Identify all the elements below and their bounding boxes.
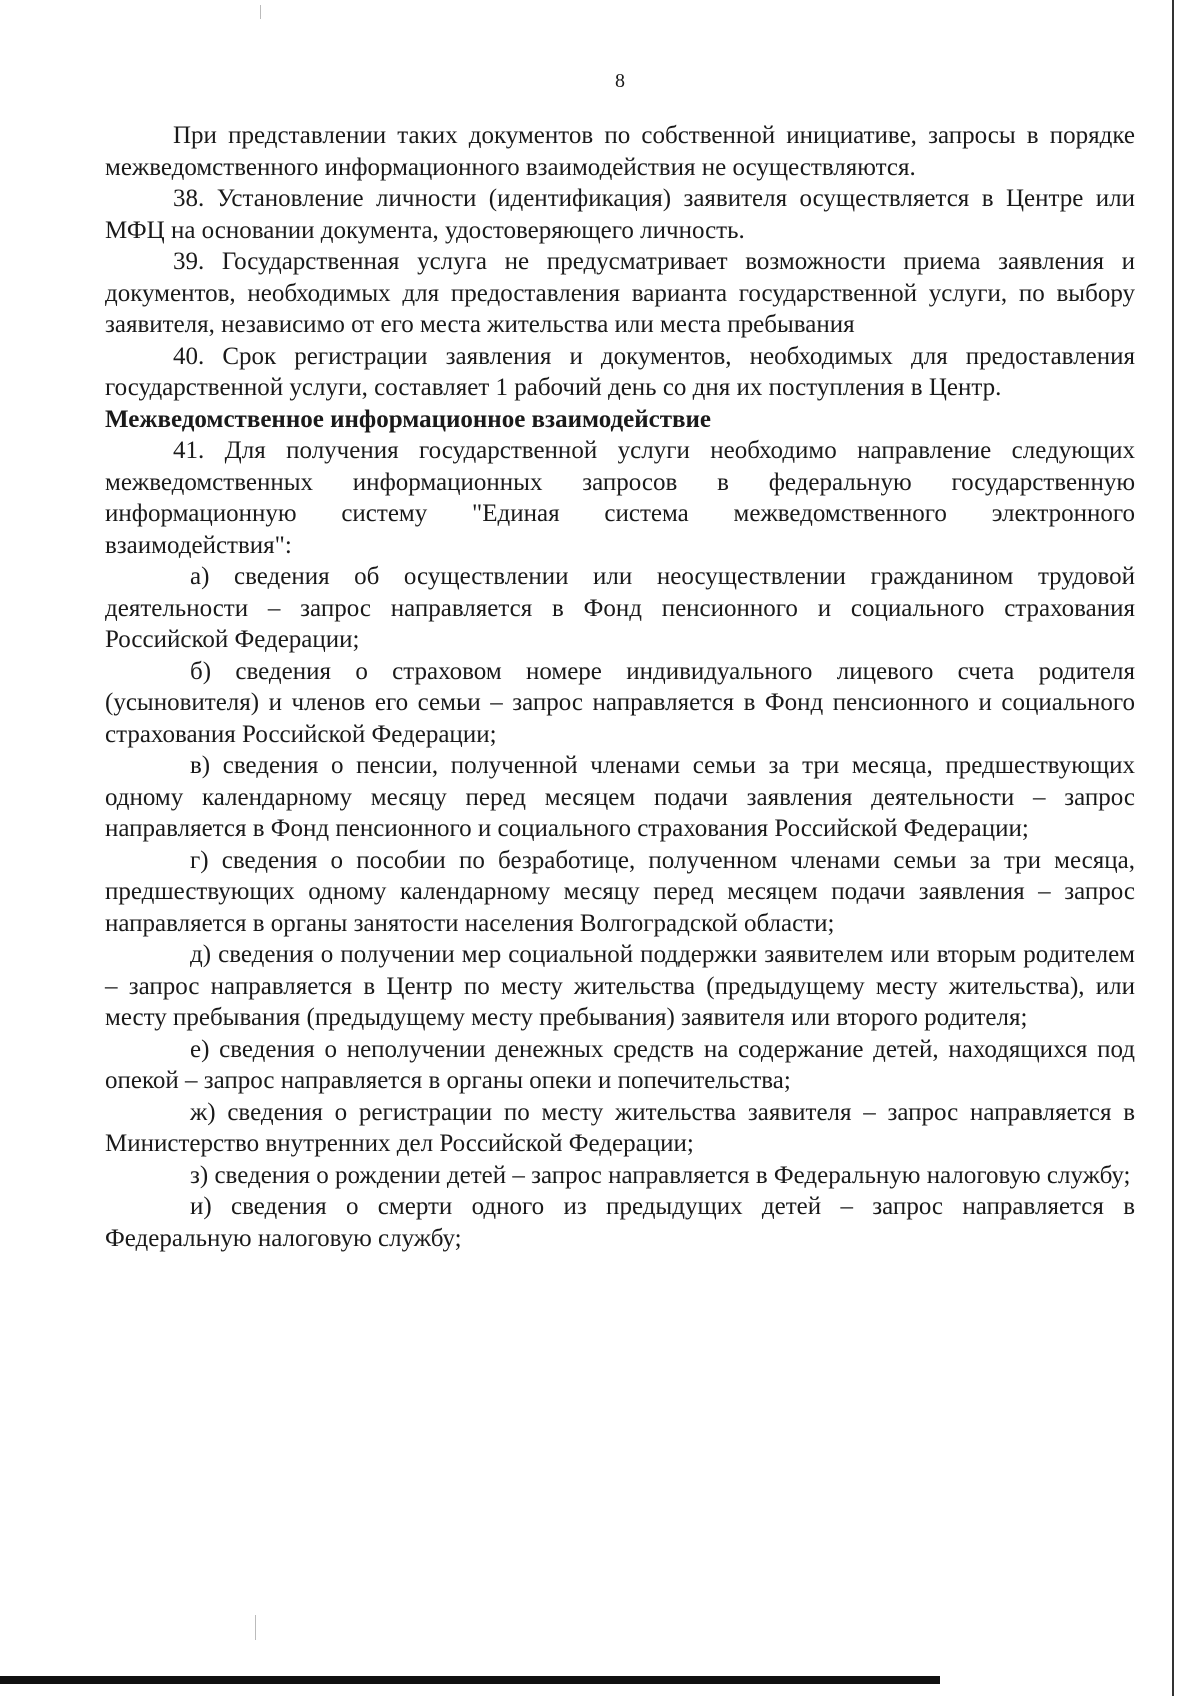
list-item-i: и) сведения о смерти одного из предыдущих детей – запрос направляется в Федеральную налоговую службу;	[105, 1193, 1135, 1252]
list-item-b: б) сведения о страховом номере индивидуального лицевого счета родителя (усыновителя) и членов его семьи – запрос направляется в Фонд пенсионного и социального страхования Российской Федерации;	[105, 657, 1135, 748]
list-item-d: д) сведения о получении мер социальной поддержки заявителем или вторым родителем – запрос направляется в Центр по месту жительства (предыдущему месту жительства), или месту пребывания (предыдущему месту пребывания) заявителя или второго родителя;	[105, 941, 1135, 1031]
scan-artifact	[255, 1615, 256, 1640]
page-number: 8	[615, 70, 625, 92]
scan-bottom-bar	[0, 1676, 940, 1684]
list-item-a: а) сведения об осуществлении или неосуществлении гражданином трудовой деятельности – запрос направляется в Фонд пенсионного и социального страхования Российской Федерации;	[105, 563, 1135, 653]
paragraph-38: 38. Установление личности (идентификация) заявителя осуществляется в Центре или МФЦ на основании документа, удостоверяющего личность.	[105, 185, 1135, 244]
list-item-z: з) сведения о рождении детей – запрос направляется в Федеральную налоговую службу;	[190, 1161, 1131, 1189]
scan-right-edge	[1172, 0, 1174, 1696]
list-item-v: в) сведения о пенсии, полученной членами семьи за три месяца, предшествующих одному календарному месяцу перед месяцем подачи заявления деятельности – запрос направляется в Фонд пенсионного и социального страхования Российской Федерации;	[105, 752, 1135, 842]
paragraph-39: 39. Государственная услуга не предусматривает возможности приема заявления и документов, необходимых для предоставления варианта государственной услуги, по выбору заявителя, независимо от его места жительства или места пребывания	[105, 248, 1135, 338]
list-item-zh: ж) сведения о регистрации по месту жительства заявителя – запрос направляется в Министерство внутренних дел Российской Федерации;	[105, 1098, 1135, 1157]
section-heading: Межведомственное информационное взаимодействие	[105, 405, 711, 433]
list-item-g: г) сведения о пособии по безработице, полученном членами семьи за три месяца, предшествующих одному календарному месяцу перед месяцем подачи заявления – запрос направляется в органы занятости населения Волгоградской области;	[105, 846, 1135, 937]
scan-artifact	[260, 5, 261, 19]
document-body	[105, 120, 1135, 1254]
paragraph-40: 40. Срок регистрации заявления и документов, необходимых для предоставления государственной услуги, составляет 1 рабочий день со дня их поступления в Центр.	[105, 342, 1135, 401]
list-item-e: е) сведения о неполучении денежных средств на содержание детей, находящихся под опекой – запрос направляется в органы опеки и попечительства;	[105, 1035, 1135, 1094]
paragraph-initiative: При представлении таких документов по собственной инициативе, запросы в порядке межведомственного информационного взаимодействия не осуществляются.	[105, 122, 1135, 181]
paragraph-41: 41. Для получения государственной услуги необходимо направление следующих межведомственных информационных запросов в федеральную государственную информационную систему "Единая система межведомственного электронного взаимодействия":	[105, 437, 1135, 559]
